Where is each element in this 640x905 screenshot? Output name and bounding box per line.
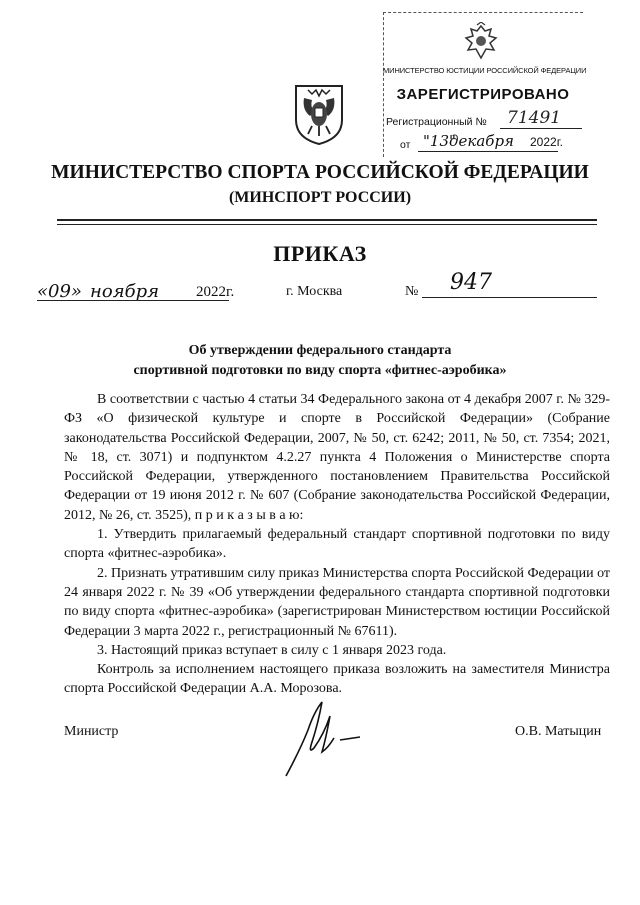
order-date-underline (37, 300, 229, 301)
ministry-title: МИНИСТЕРСТВО СПОРТА РОССИЙСКОЙ ФЕДЕРАЦИИ (51, 162, 589, 183)
order-date-month: ноября (90, 281, 160, 302)
stamp-registered: ЗАРЕГИСТРИРОВАНО (396, 86, 570, 103)
subject-line-2: спортивной подготовки по виду спорта «фитнес-аэробика» (133, 363, 507, 378)
order-number-value: 947 (450, 270, 492, 295)
signatory-position: Министр (64, 724, 119, 739)
item-3-paragraph: 3. Настоящий приказ вступает в силу с 1 января 2023 года. (97, 642, 447, 658)
order-date-day: «09» (37, 281, 82, 302)
stamp-regnum-label: Регистрационный № (386, 116, 487, 128)
control-paragraph: Контроль за исполнением настоящего приказа возложить на заместителя Министра спорта Российской Федерации А.А. Морозова. (64, 662, 610, 697)
order-subject (120, 341, 520, 381)
order-city: г. Москва (286, 284, 343, 299)
signature-icon (278, 690, 368, 780)
order-title: ПРИКАЗ (273, 241, 367, 266)
preamble-paragraph: В соответствии с частью 4 статьи 34 Федерального закона от 4 декабря 2007 г. № 329-ФЗ «О физической культуре и спорте в Российской Федерации» (Собрание законодательства Российской Федерации, 2007, № 50, ст. 6242; 2011, № 50, ст. 7354; 2021, № 18, ст. 3071) и подпунктом 4.2.27 пункта 4 Положения о Министерстве спорта Российской Федерации, утвержденного постановлением Правительства Российской Федерации от 19 июня 2012 г. № 607 (Собрание законодательства Российской Федерации, 2012, № 26, ст. 3525), п р и к а з ы в а ю: (64, 392, 610, 523)
stamp-date-month: декабря (449, 132, 514, 150)
stamp-emblem-icon (461, 22, 501, 62)
order-number-underline (422, 297, 597, 298)
order-body (64, 390, 610, 699)
subject-line-1: Об утверждении федерального стандарта (188, 343, 452, 358)
stamp-ministry: МИНИСТЕРСТВО ЮСТИЦИИ РОССИЙСКОЙ ФЕДЕРАЦИИ (383, 66, 587, 75)
stamp-regnum-value: 71491 (507, 108, 562, 128)
order-number-label: № (405, 284, 419, 299)
item-1-paragraph: 1. Утвердить прилагаемый федеральный стандарт спортивной подготовки по виду спорта «фитнес-аэробика». (64, 527, 610, 562)
stamp-date-label: от (400, 139, 411, 151)
header-divider-thin (57, 224, 597, 225)
stamp-date-year: 2022г. (530, 135, 563, 149)
stamp-date-underline (418, 151, 558, 152)
header-divider-thick (57, 219, 597, 221)
signatory-name: О.В. Матыцин (515, 724, 602, 739)
order-date-year: 2022г. (196, 284, 235, 300)
item-2-paragraph: 2. Признать утратившим силу приказ Министерства спорта Российской Федерации от 24 января 2022 г. № 39 «Об утверждении федерального стандарта спортивной подготовки по виду спорта «фитнес-аэробика» (зарегистрирован Министерством юстиции Российской Федерации 3 марта 2022 г., регистрационный № 67611). (64, 565, 610, 639)
coat-of-arms-icon (290, 82, 348, 146)
stamp-date-day: "13" (423, 132, 456, 150)
stamp-regnum-underline (500, 128, 582, 129)
ministry-short-title: (МИНСПОРТ РОССИИ) (228, 189, 412, 206)
